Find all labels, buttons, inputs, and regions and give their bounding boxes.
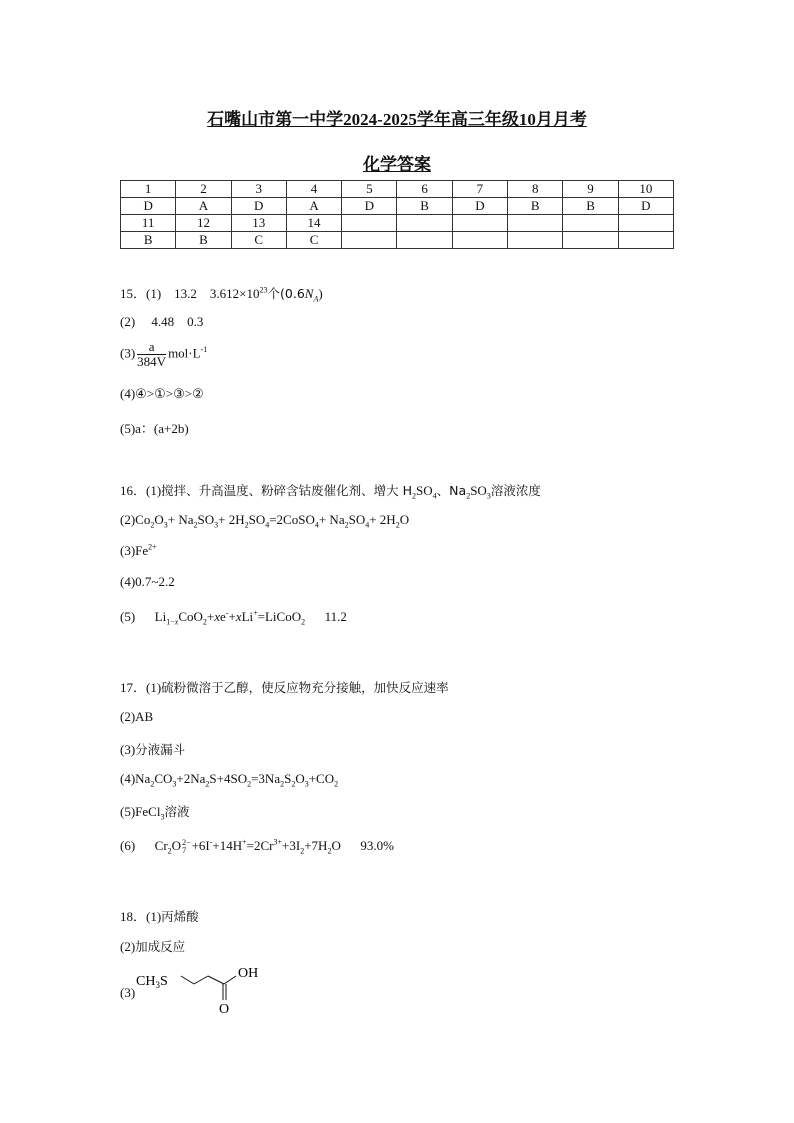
q15-part5: (5)a：(a+2b) <box>120 421 189 436</box>
answer-table-cell: 13 <box>231 215 286 232</box>
answer-table-cell: 3 <box>231 181 286 198</box>
q15-p3-unit: mol·L <box>168 345 201 361</box>
q15-part1 <box>120 283 323 302</box>
q16-part5 <box>120 609 347 625</box>
answer-table-cell: B <box>563 198 618 215</box>
q18-p2-text: 加成反应 <box>135 939 186 954</box>
answer-table-cell: B <box>176 232 231 249</box>
q15-p3-numerator: a <box>137 340 166 355</box>
answer-table-cell <box>397 215 452 232</box>
q18-p2-label: (2) <box>120 939 136 954</box>
q15-label: 15．(1) <box>120 286 162 301</box>
answer-table-cell: 4 <box>286 181 341 198</box>
answer-table <box>120 180 674 249</box>
answer-table-cell: 7 <box>452 181 507 198</box>
struct-bond-1 <box>181 976 194 984</box>
q16-p2-equation: $Co_2O_3+ Na_2SO_3+$ $2H_2SO_4=2CoSO_4+ Na_2SO_4+ 2H_2O$ <box>135 512 410 530</box>
answer-table-cell: 9 <box>563 181 618 198</box>
page-subtitle: 化学答案 <box>363 155 431 175</box>
answer-table-cell: 5 <box>342 181 397 198</box>
q15-p1-b-mantissa: 3.612×10 <box>209 286 260 301</box>
q16-p1-text-d: SO <box>470 483 487 498</box>
q17-p5-sub: 3 <box>160 812 165 822</box>
answer-table-cell: A <box>286 198 341 215</box>
answer-table-row <box>121 215 674 232</box>
q16-p3-label: (3)Fe <box>120 543 149 558</box>
q16-p1-text-a: 搅拌、升高温度、粉碎含钴废催化剂、增大 H <box>161 483 413 498</box>
q15-p3-label: (3) <box>120 345 136 361</box>
q18-p1-label: 18．(1) <box>120 909 162 924</box>
q15-p3-exponent: -1 <box>200 345 208 355</box>
answer-table-row <box>121 181 674 198</box>
answer-table-cell: D <box>618 198 673 215</box>
answer-table-cell <box>563 215 618 232</box>
q17-p5-text: 溶液 <box>164 804 190 819</box>
answer-table-row <box>121 198 674 215</box>
q16-part1: 16．(1)搅拌、升高温度、粉碎含钴废催化剂、增大 $H_2SO_4$、$Na_2SO_3$溶液浓度 <box>120 483 541 501</box>
answer-table-cell <box>563 232 618 249</box>
answer-table-cell <box>397 232 452 249</box>
answer-table-cell: C <box>231 232 286 249</box>
page-title: 石嘴山市第一中学2024-2025学年高三年级10月月考 <box>207 110 587 129</box>
struct-bond-3 <box>208 976 224 984</box>
q18-part1 <box>120 906 199 925</box>
answer-table-cell: D <box>452 198 507 215</box>
struct-bond-2 <box>194 976 208 984</box>
answer-table-cell <box>342 215 397 232</box>
answer-table-cell: B <box>397 198 452 215</box>
answer-table-cell <box>342 232 397 249</box>
q17-part3 <box>120 740 185 758</box>
q16-p1-text-e: 溶液浓度 <box>490 483 541 498</box>
q15-p1-b-N: N <box>304 286 314 301</box>
q15-p1-b-close: ) <box>318 286 323 301</box>
q16-part2 <box>120 512 409 528</box>
q17-p6-value: 93.0% <box>360 838 394 853</box>
q17-p6-label: (6) <box>120 838 136 853</box>
answer-table-cell <box>452 232 507 249</box>
answer-table-cell: 14 <box>286 215 341 232</box>
answer-table-cell: 10 <box>618 181 673 198</box>
q17-p4-equation: $Na_2CO_3+2Na_2S+4SO_2=3Na_2S_2O_3+CO_2$ <box>135 771 339 789</box>
answer-table-cell: 1 <box>121 181 176 198</box>
q16-p5-value: 11.2 <box>324 609 347 624</box>
q16-part3 <box>120 543 157 559</box>
struct-oh-label: OH <box>238 966 259 981</box>
q17-p1-label: 17．(1) <box>120 680 162 695</box>
answer-table-cell: D <box>231 198 286 215</box>
q16-p1-label: 16．(1) <box>120 483 162 498</box>
q16-p5-label: (5) <box>120 609 136 624</box>
answer-table-cell <box>508 232 563 249</box>
q17-p6-equation: $Cr_2O2-$ $7 +6I^-+14H^+=2Cr^{3+}+3I_2+7H_2O$ <box>154 837 341 856</box>
q15-p3-denominator: 384V <box>137 354 167 369</box>
answer-table-cell: A <box>176 198 231 215</box>
answer-table-cell: 2 <box>176 181 231 198</box>
q16-p1-text-b: SO <box>416 483 433 498</box>
q18-structure-diagram <box>136 960 276 1020</box>
answer-table-cell: B <box>508 198 563 215</box>
answer-table-cell: C <box>286 232 341 249</box>
answer-table-cell: 8 <box>508 181 563 198</box>
q17-p1-text: 硫粉微溶于乙醇，使反应物充分接触，加快反应速率 <box>161 680 449 695</box>
q15-p3-fraction <box>137 340 166 369</box>
answer-table-cell: 11 <box>121 215 176 232</box>
q15-part4: (4)④>①>③>② <box>120 386 204 401</box>
q15-part3 <box>120 340 207 369</box>
answer-table-cell <box>452 215 507 232</box>
q15-part2 <box>120 314 203 330</box>
q17-p5-label: (5)FeCl <box>120 804 161 819</box>
q18-part2 <box>120 937 185 955</box>
q17-part6 <box>120 838 394 855</box>
q15-p2-b: 0.3 <box>187 314 204 329</box>
answer-table-cell: B <box>121 232 176 249</box>
q15-p1-b-unit: 个(0.6 <box>267 286 305 301</box>
q16-p5-equation: $Li_{1-x}CoO_2+xe^-+xLi^+=LiCoO_2$ <box>154 608 306 627</box>
q17-part5 <box>120 802 189 820</box>
q16-p1-text-c: 、Na <box>436 483 467 498</box>
q15-p1-b-A: A <box>313 294 319 304</box>
answer-table-cell: D <box>342 198 397 215</box>
answer-table-cell: 12 <box>176 215 231 232</box>
q17-p4-label: (4) <box>120 771 136 786</box>
q17-part1 <box>120 677 449 696</box>
q15-p2-label: (2) <box>120 314 136 329</box>
answer-table-cell <box>618 232 673 249</box>
answer-table-cell <box>618 215 673 232</box>
q15-p1-a: 13.2 <box>174 286 197 301</box>
q18-p3-label: (3) <box>120 985 136 1000</box>
q15-p1-b-exponent: 23 <box>259 285 268 295</box>
q17-part2: (2)AB <box>120 709 154 724</box>
struct-ch3s-label: $CH_3S$ <box>136 974 168 990</box>
q16-p3-exponent: 2+ <box>148 542 157 552</box>
q17-part4 <box>120 771 338 787</box>
answer-table-row <box>121 232 674 249</box>
q16-part4: (4)0.7~2.2 <box>120 574 175 589</box>
q18-p1-text: 丙烯酸 <box>161 909 199 924</box>
q17-p3-label: (3) <box>120 742 136 757</box>
q16-p2-label: (2) <box>120 512 136 527</box>
q15-p2-a: 4.48 <box>151 314 175 329</box>
struct-bond-oh <box>224 976 236 984</box>
struct-o-label: O <box>219 1002 230 1017</box>
q17-p3-text: 分液漏斗 <box>135 742 186 757</box>
answer-table-cell: D <box>121 198 176 215</box>
answer-table-cell <box>508 215 563 232</box>
answer-table-cell: 6 <box>397 181 452 198</box>
